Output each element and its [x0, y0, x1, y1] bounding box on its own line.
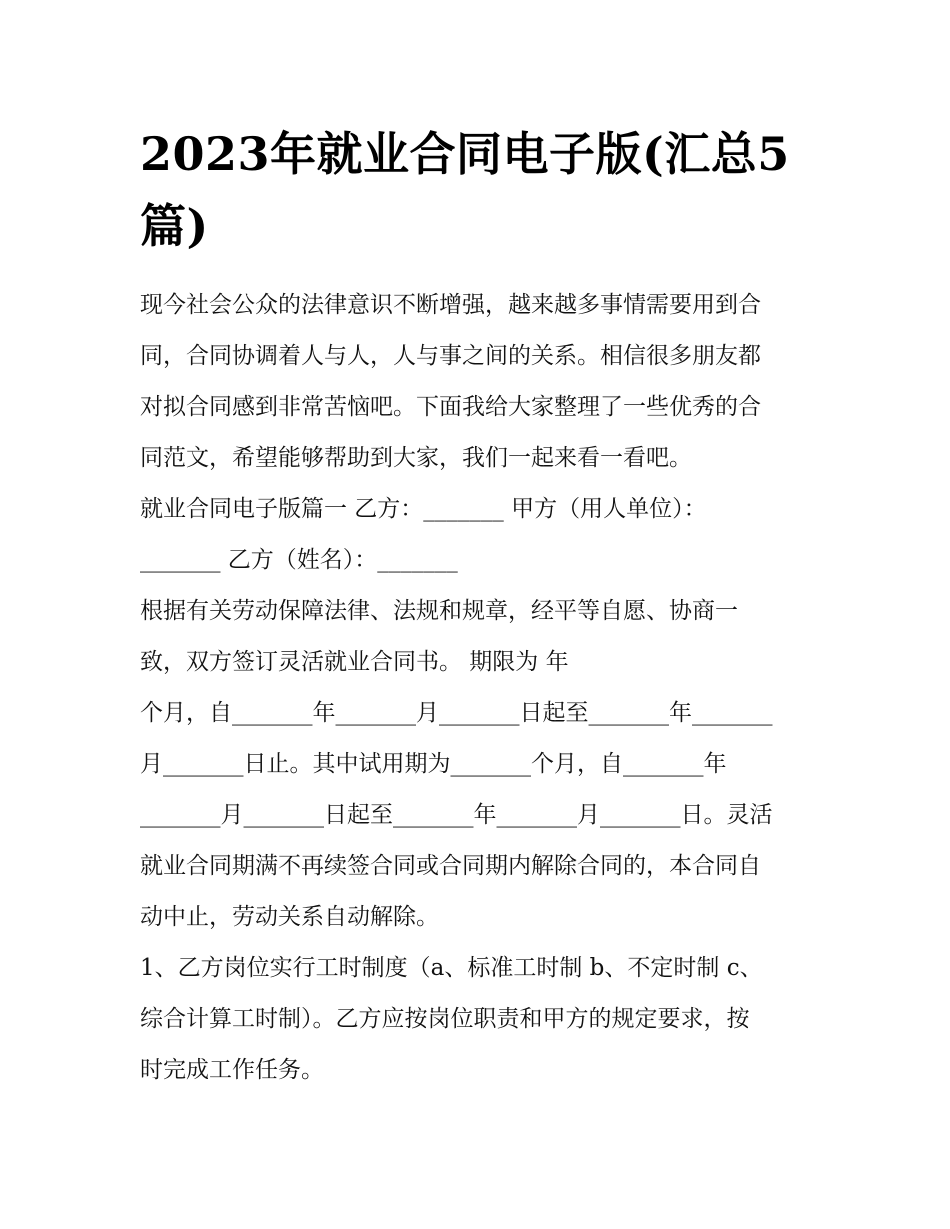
body-line: 时完成工作任务。	[140, 1057, 324, 1083]
body-line: 个月，自_______年_______月_______日起至_______年_______	[140, 700, 773, 726]
document-body	[140, 280, 812, 1096]
body-line: 综合计算工时制）。乙方应按岗位职责和甲方的规定要求，按	[140, 1006, 750, 1032]
body-line: 同，合同协调着人与人，人与事之间的关系。相信很多朋友都	[140, 343, 761, 369]
body-line: _______月_______日起至_______年_______月_______日。灵活	[140, 802, 773, 828]
body-line: 现今社会公众的法律意识不断增强，越来越多事情需要用到合	[140, 292, 761, 318]
body-line: 动中止，劳动关系自动解除。	[140, 904, 439, 930]
body-line: 月_______日止。其中试用期为_______个月，自_______年	[140, 751, 727, 777]
body-line: 就业合同电子版篇一 乙方：_______ 甲方（用人单位）：	[140, 496, 707, 522]
document-title	[140, 118, 820, 262]
body-line: _______ 乙方（姓名）：_______	[140, 547, 458, 573]
body-line: 根据有关劳动保障法律、法规和规章，经平等自愿、协商一	[140, 598, 738, 624]
title-line-1: 2023年就业合同电子版(汇总5	[140, 127, 790, 181]
body-line: 同范文，希望能够帮助到大家，我们一起来看一看吧。	[140, 445, 692, 471]
body-line: 1、乙方岗位实行工时制度（a、标准工时制 b、不定时制 c、	[140, 955, 763, 981]
body-line: 致，双方签订灵活就业合同书。 期限为 年	[140, 649, 569, 675]
title-line-2: 篇)	[140, 199, 209, 253]
body-line: 就业合同期满不再续签合同或合同期内解除合同的，本合同自	[140, 853, 761, 879]
body-line: 对拟合同感到非常苦恼吧。下面我给大家整理了一些优秀的合	[140, 394, 761, 420]
